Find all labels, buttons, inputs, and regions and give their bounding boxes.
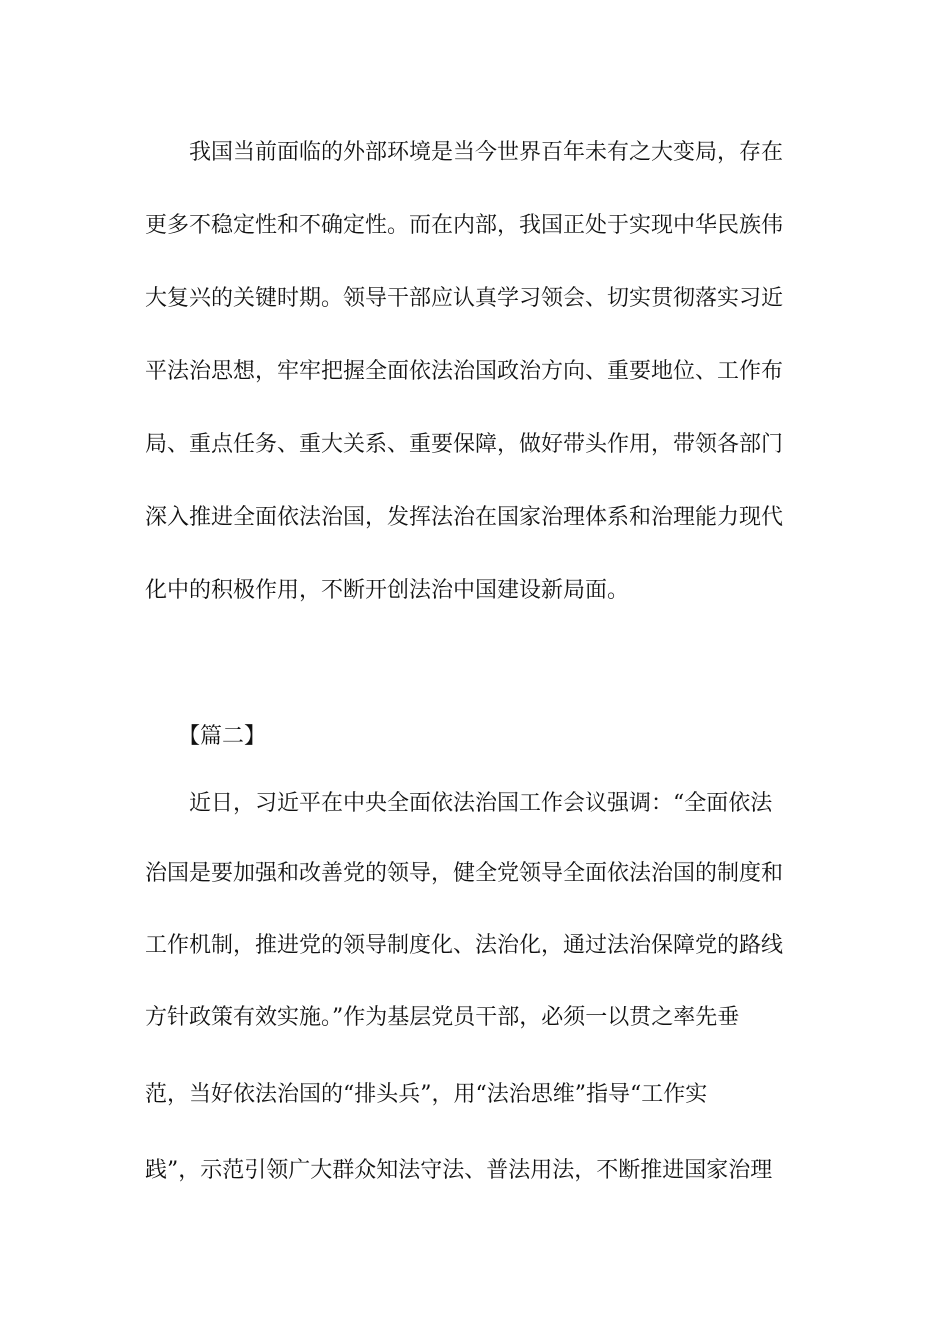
paragraph-2-line-6: 践”，示范引领广大群众知法守法、普法用法，不断推进国家治理 [145,1158,773,1183]
section-heading: 【篇二】 [178,724,267,749]
paragraph-1-line-6: 深入推进全面依法治国，发挥法治在国家治理体系和治理能力现代 [145,505,784,530]
paragraph-2-line-4: 方针政策有效实施。”作为基层党员干部，必须一以贯之率先垂 [145,1005,740,1030]
paragraph-2-line-5: 范，当好依法治国的“排头兵”，用“法治思维”指导“工作实 [145,1082,708,1107]
paragraph-1-line-5: 局、重点任务、重大关系、重要保障，做好带头作用，带领各部门 [145,432,784,457]
paragraph-2-line-2: 治国是要加强和改善党的领导，健全党领导全面依法治国的制度和 [145,861,784,886]
paragraph-2-line-1: 近日，习近平在中央全面依法治国工作会议强调：“全面依法 [189,791,773,816]
paragraph-2-line-3: 工作机制，推进党的领导制度化、法治化，通过法治保障党的路线 [145,933,784,958]
paragraph-1-line-3: 大复兴的关键时期。领导干部应认真学习领会、切实贯彻落实习近 [145,286,784,311]
paragraph-1-line-7: 化中的积极作用，不断开创法治中国建设新局面。 [145,578,630,603]
paragraph-1-line-1: 我国当前面临的外部环境是当今世界百年未有之大变局，存在 [189,140,784,165]
paragraph-1-line-4: 平法治思想，牢牢把握全面依法治国政治方向、重要地位、工作布 [145,359,784,384]
paragraph-1-line-2: 更多不稳定性和不确定性。而在内部，我国正处于实现中华民族伟 [145,213,784,238]
